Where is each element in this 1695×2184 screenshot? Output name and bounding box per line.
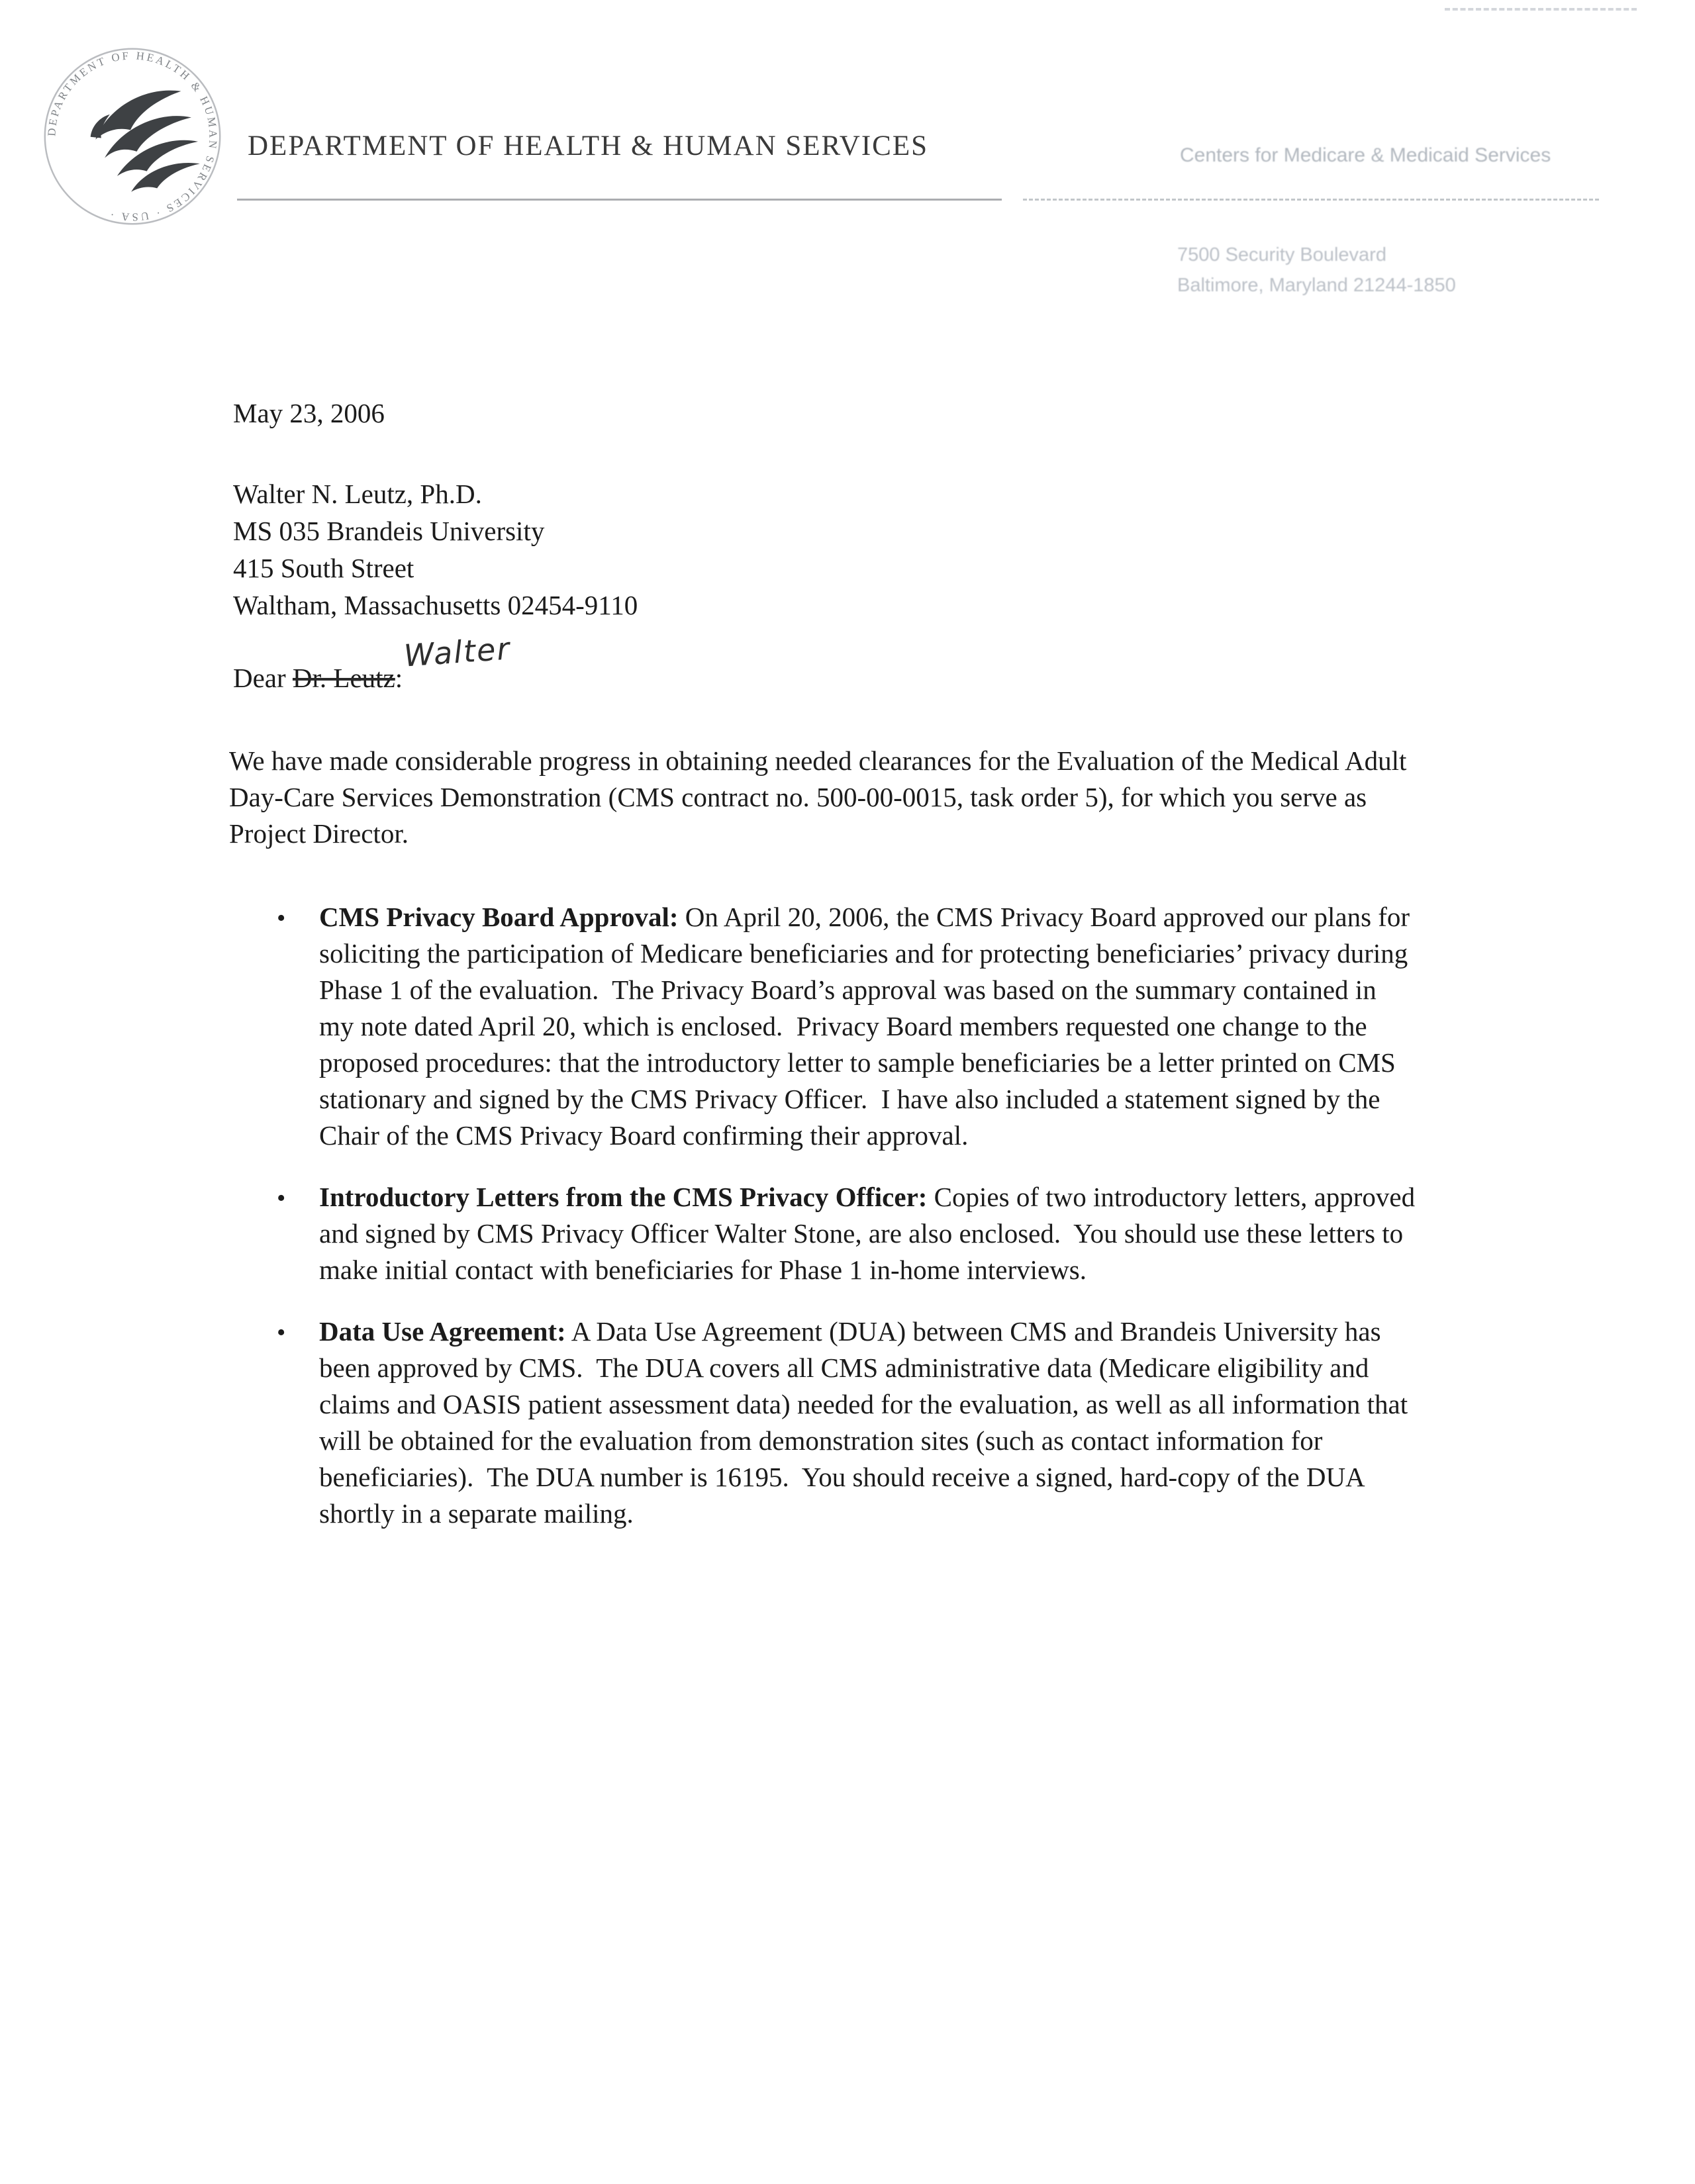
bullet-item-data-use-agreement bbox=[277, 1313, 1416, 1532]
salutation bbox=[233, 630, 512, 694]
bullet-marker: • bbox=[277, 904, 286, 932]
letterhead-rule-dashed bbox=[1023, 199, 1599, 201]
scan-artifact-line bbox=[1445, 8, 1637, 11]
recipient-address-line1: MS 035 Brandeis University bbox=[233, 516, 545, 546]
letterhead-rule-solid bbox=[237, 199, 1002, 201]
letter-date: May 23, 2006 bbox=[233, 398, 385, 428]
bullet-title: Data Use Agreement: bbox=[319, 1316, 566, 1347]
hhs-seal-logo bbox=[34, 38, 230, 234]
handwritten-correction: Walter bbox=[403, 630, 512, 674]
recipient-address-line3: Waltham, Massachusetts 02454-9110 bbox=[233, 590, 638, 620]
agency-address-line1: 7500 Security Boulevard bbox=[1177, 244, 1386, 265]
bullet-body: A Data Use Agreement (DUA) between CMS and Brandeis University has been approved by CMS. The DUA covers all CMS administrative data (Medicare eligibility and claims and OASIS patient assessment data) needed for the evaluation, as well as all information that will be obtained for the evaluation from demonstration sites (such as contact information for beneficiaries). The DUA number is 16195. You should receive a signed, hard-copy of the DUA shortly in a separate mailing. bbox=[319, 1316, 1415, 1529]
bullet-text bbox=[319, 1313, 1416, 1532]
agency-name: Centers for Medicare & Medicaid Services bbox=[1180, 144, 1551, 166]
bullet-item-privacy-board bbox=[277, 899, 1416, 1154]
salutation-struck-name: Dr. Leutz bbox=[292, 663, 395, 693]
salutation-prefix: Dear bbox=[233, 663, 293, 693]
department-title: DEPARTMENT OF HEALTH & HUMAN SERVICES bbox=[248, 130, 929, 162]
intro-paragraph: We have made considerable progress in obtaining needed clearances for the Evaluation of the Medical Adult Day-Care Services Demonstration (CMS contract no. 500-00-0015, task order 5), for which you serve as Project Director. bbox=[229, 745, 1414, 849]
bullet-body: On April 20, 2006, the CMS Privacy Board approved our plans for soliciting the participation of Medicare beneficiaries and for protecting beneficiaries’ privacy during Phase 1 of the evaluation. The Privacy Board’s approval was based on the summary contained in my note dated April 20, which is enclosed. Privacy Board members requested one change to the proposed procedures: that the introductory letter to sample beneficiaries be a letter printed on CMS stationary and signed by the CMS Privacy Officer. I have also included a statement signed by the Chair of the CMS Privacy Board confirming their approval. bbox=[319, 902, 1417, 1151]
bullet-title: CMS Privacy Board Approval: bbox=[319, 902, 679, 932]
bullet-title: Introductory Letters from the CMS Privacy Officer: bbox=[319, 1182, 928, 1212]
agency-address bbox=[1177, 240, 1456, 301]
recipient-name: Walter N. Leutz, Ph.D. bbox=[233, 479, 482, 509]
bullet-item-introductory-letters bbox=[277, 1179, 1422, 1288]
salutation-colon: : bbox=[395, 663, 403, 693]
seal-rim-text: DEPARTMENT OF HEALTH & HUMAN SERVICES · USA · bbox=[45, 49, 220, 224]
bullet-marker: • bbox=[277, 1319, 286, 1347]
recipient-address-block bbox=[233, 475, 638, 624]
recipient-address-line2: 415 South Street bbox=[233, 553, 414, 583]
bullet-body: Copies of two introductory letters, approved and signed by CMS Privacy Officer Walter Stone, are also enclosed. You should use these letters to make initial contact with beneficiaries for Phase 1 in-home interviews. bbox=[319, 1182, 1422, 1285]
bullet-text bbox=[319, 899, 1416, 1154]
seal-eagle-emblem bbox=[85, 87, 203, 197]
bullet-text bbox=[319, 1179, 1422, 1288]
bullet-list bbox=[277, 899, 1422, 1557]
bullet-marker: • bbox=[277, 1184, 286, 1212]
agency-address-line2: Baltimore, Maryland 21244-1850 bbox=[1177, 275, 1456, 296]
